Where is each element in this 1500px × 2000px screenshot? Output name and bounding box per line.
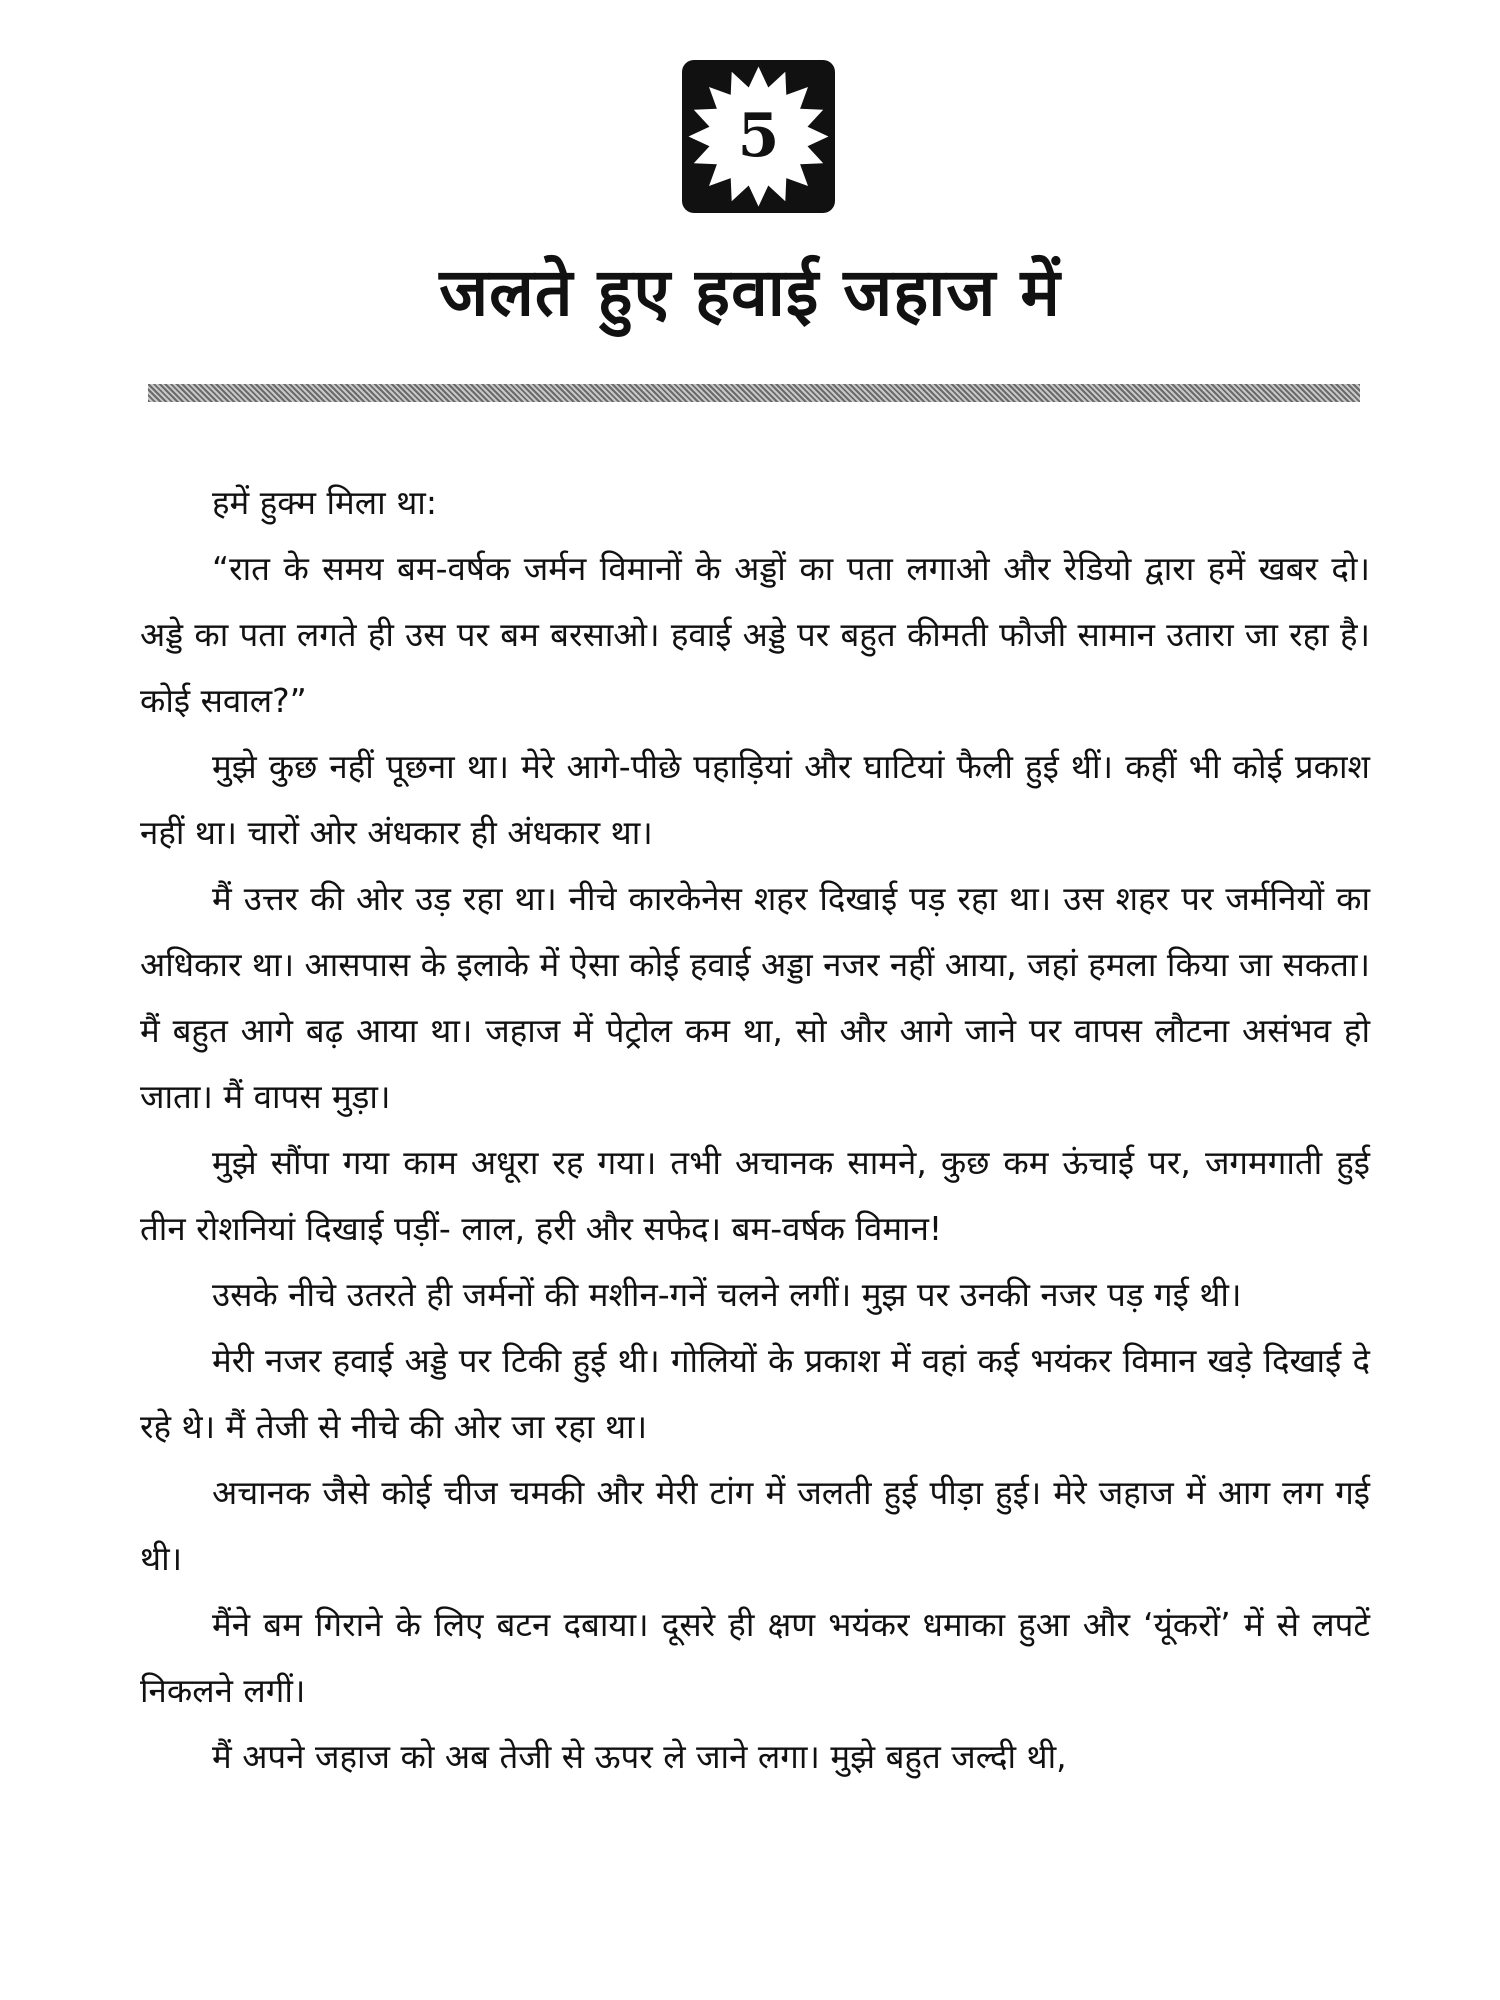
paragraph: उसके नीचे उतरते ही जर्मनों की मशीन-गनें चलने लगीं। मुझ पर उनकी नजर पड़ गई थी। xyxy=(212,1275,1242,1314)
chapter-title: जलते हुए हवाई जहाज में xyxy=(439,254,1061,331)
section-divider xyxy=(148,384,1360,402)
paragraph: मेरी नजर हवाई अड्डे पर टिकी हुई थी। गोलियों के प्रकाश में वहां कई भयंकर विमान खड़े दिखाई दे रहे थे। मैं तेजी से नीचे की ओर जा रहा था। xyxy=(140,1341,1370,1446)
paragraph: हमें हुक्म मिला था: xyxy=(212,483,437,522)
paragraph: “रात के समय बम-वर्षक जर्मन विमानों के अड्डों का पता लगाओ और रेडियो द्वारा हमें खबर दो। अड्डे का पता लगते ही उस पर बम बरसाओ। हवाई अड्डे पर बहुत कीमती फौजी सामान उतारा जा रहा है। कोई सवाल?” xyxy=(140,549,1370,720)
body-text xyxy=(140,470,1370,1790)
chapter-number: 5 xyxy=(737,101,780,171)
paragraph: मैंने बम गिराने के लिए बटन दबाया। दूसरे ही क्षण भयंकर धमाका हुआ और ‘यूंकरों’ में से लपटें निकलने लगीं। xyxy=(140,1605,1370,1710)
paragraph: मैं अपने जहाज को अब तेजी से ऊपर ले जाने लगा। मुझे बहुत जल्दी थी, xyxy=(212,1737,1067,1776)
chapter-number-badge xyxy=(682,60,835,213)
paragraph: मैं उत्तर की ओर उड़ रहा था। नीचे कारकेनेस शहर दिखाई पड़ रहा था। उस शहर पर जर्मनियों का अधिकार था। आसपास के इलाके में ऐसा कोई हवाई अड्डा नजर नहीं आया, जहां हमला किया जा सकता। मैं बहुत आगे बढ़ आया था। जहाज में पेट्रोल कम था, सो और आगे जाने पर वापस लौटना असंभव हो जाता। मैं वापस मुड़ा। xyxy=(140,879,1370,1116)
paragraph: मुझे सौंपा गया काम अधूरा रह गया। तभी अचानक सामने, कुछ कम ऊंचाई पर, जगमगाती हुई तीन रोशनियां दिखाई पड़ीं- लाल, हरी और सफेद। बम-वर्षक विमान! xyxy=(140,1143,1370,1248)
paragraph: अचानक जैसे कोई चीज चमकी और मेरी टांग में जलती हुई पीड़ा हुई। मेरे जहाज में आग लग गई थी। xyxy=(140,1473,1370,1578)
paragraph: मुझे कुछ नहीं पूछना था। मेरे आगे-पीछे पहाड़ियां और घाटियां फैली हुई थीं। कहीं भी कोई प्रकाश नहीं था। चारों ओर अंधकार ही अंधकार था। xyxy=(140,747,1370,852)
